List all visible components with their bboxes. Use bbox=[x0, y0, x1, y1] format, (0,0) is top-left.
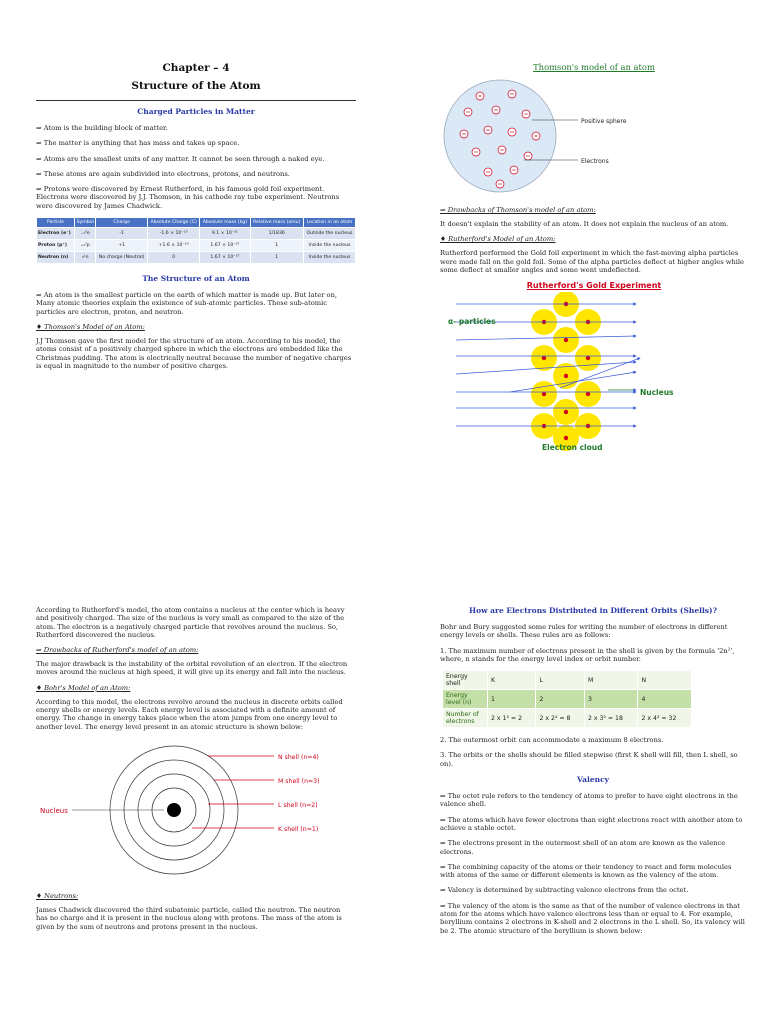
table-cell: L bbox=[536, 671, 584, 690]
nucleus-dot bbox=[542, 392, 546, 396]
table-cell: Inside the nucleus bbox=[303, 252, 355, 264]
nucleus-dot bbox=[586, 356, 590, 360]
table-cell: 1.67 × 10⁻²⁷ bbox=[200, 252, 250, 264]
paragraph: ⇒ An atom is the smallest particle on the earth of which matter is made up. But later on, Many atomic theories explain the existence of sub-atomic particles. These sub-atomic particles are electron, proton, and neutron. bbox=[36, 291, 338, 316]
nucleus-dot bbox=[586, 392, 590, 396]
nucleus-label: Nucleus bbox=[640, 388, 674, 398]
paragraph: 1. The maximum number of electrons present in the shell is given by the formula '2n²', where, n stands for the energy level index or orbit number. bbox=[440, 646, 735, 663]
table-cell: 9.1 × 10⁻³¹ bbox=[200, 228, 250, 240]
column-header: Charge bbox=[96, 218, 148, 228]
section-heading-valency: Valency bbox=[577, 775, 609, 785]
shell-label-l: L shell (n=2) bbox=[278, 801, 318, 809]
shell-label-k: K shell (n=1) bbox=[278, 825, 319, 833]
nucleus-dot bbox=[542, 356, 546, 360]
thomson-figure-title: Thomson's model of an atom bbox=[533, 62, 655, 72]
chapter-title: Structure of the Atom bbox=[131, 80, 261, 92]
table-row bbox=[37, 252, 356, 264]
paragraph: James Chadwick discovered the third subatomic particle, called the neutron. The neutron has no charge and it is present in the nucleus along with protons. The mass of the atom is given by the sum of neutrons and protons present in the nucleus. bbox=[36, 905, 342, 931]
neutrons-heading: ♦ Neutrons: bbox=[36, 891, 79, 900]
table-cell: 1 bbox=[250, 240, 303, 252]
table-cell: 2 bbox=[536, 690, 584, 709]
column-header: Location in an atom bbox=[303, 218, 355, 228]
nucleus-dot bbox=[564, 338, 568, 342]
alpha-particle-arrow bbox=[456, 336, 636, 340]
table-cell: 1 bbox=[488, 690, 536, 709]
bohr-shells-diagram bbox=[36, 738, 346, 888]
bohr-heading: ♦ Bohr's Model of an Atom: bbox=[36, 683, 131, 692]
thomson-heading: ♦ Thomson's Model of an Atom: bbox=[36, 322, 145, 331]
paragraph: ⇒ Atoms are the smallest units of any matter. It cannot be seen through a naked eye. bbox=[36, 154, 325, 163]
table-cell: M bbox=[584, 671, 638, 690]
electron-cloud-group bbox=[531, 292, 601, 451]
subatomic-particles-table bbox=[36, 217, 356, 264]
table-cell: -1 bbox=[96, 228, 148, 240]
table-cell: -1.6 × 10⁻¹⁹ bbox=[147, 228, 199, 240]
paragraph: It doesn't explain the stability of an atom. It does not explain the nucleus of an atom. bbox=[440, 220, 729, 228]
table-cell: 2 x 2² = 8 bbox=[536, 709, 584, 728]
paragraph: 3. The orbits or the shells should be filled stepwise (first K shell will fill, then L shell, so on). bbox=[440, 751, 738, 768]
gold-foil-experiment-diagram bbox=[440, 292, 748, 462]
paragraph: ⇒ The electrons present in the outermost shell of an atom are known as the valence electrons. bbox=[440, 839, 726, 856]
table-row bbox=[37, 228, 356, 240]
nucleus-label: Nucleus bbox=[40, 806, 68, 815]
column-header: Symbol bbox=[75, 218, 96, 228]
table-cell: K bbox=[488, 671, 536, 690]
column-header: Particle bbox=[37, 218, 75, 228]
table-cell: No charge (Neutral) bbox=[96, 252, 148, 264]
paragraph: ⇒ Valency is determined by subtracting valence electrons from the octet. bbox=[440, 886, 689, 895]
table-row bbox=[37, 240, 356, 252]
table-cell: 2 x 3² = 18 bbox=[584, 709, 638, 728]
electron-shells-table bbox=[442, 670, 692, 728]
table-cell: Proton (p⁺) bbox=[37, 240, 75, 252]
table-row bbox=[443, 690, 692, 709]
table-row bbox=[443, 671, 692, 690]
paragraph: ⇒ The octet rule refers to the tendency of atoms to prefer to have eight electrons in the valence shell. bbox=[440, 792, 738, 809]
nucleus-dot bbox=[564, 436, 568, 440]
paragraph: ⇒ The valency of the atom is the same as that of the number of valence electrons in that atom for the atoms which have valence electrons less than or equal to 4. For example, beryllium contains 2 electrons in K-shell and 2 electrons in the L shell. So, its valency will be 2. The atomic structure of the beryllium is shown below: bbox=[440, 901, 745, 935]
alpha-particles-label: α- particles bbox=[448, 317, 496, 327]
section-heading-structure: The Structure of an Atom bbox=[142, 274, 250, 284]
table-cell: Energy shell bbox=[443, 671, 488, 690]
electrons-label: Electrons bbox=[581, 158, 609, 165]
column-header: Absolute Charge (C) bbox=[147, 218, 199, 228]
column-header: Relative mass (amu) bbox=[250, 218, 303, 228]
paragraph: J.J Thomson gave the first model for the structure of an atom. According to his model, the atoms consist of a positively charged sphere in which the electrons are embedded like the Christmas pudding. The atom is electrically neutral because the number of negative charges is equal in magnitude to the number of positive charges. bbox=[36, 336, 352, 370]
gold-experiment-title: Rutherford's Gold Experiment bbox=[526, 281, 662, 291]
table-cell: 2 x 4² = 32 bbox=[638, 709, 692, 728]
rutherford-heading: ♦ Rutherford's Model of an Atom: bbox=[440, 235, 556, 244]
paragraph: ⇒ Atom is the building block of matter. bbox=[36, 124, 168, 132]
shell-label-m: M shell (n=3) bbox=[278, 777, 320, 785]
thomson-drawbacks-heading: ⇒ Drawbacks of Thomson's model of an atom: bbox=[440, 206, 596, 214]
column-header: Absolute mass (kg) bbox=[200, 218, 250, 228]
page-1 bbox=[0, 0, 384, 512]
paragraph: ⇒ The matter is anything that has mass and takes up space. bbox=[36, 139, 240, 148]
title-divider bbox=[36, 100, 356, 101]
table-cell: +1 bbox=[96, 240, 148, 252]
paragraph: According to this model, the electrons revolve around the nucleus in discrete orbits called energy shells or energy levels. Each energy level is associated with a definite amount of energy. The change in energy takes place when the atom jumps from one energy level to another level. The energy level present in an atomic structure is shown below: bbox=[36, 697, 343, 731]
table-cell: 0 bbox=[147, 252, 199, 264]
table-cell: 3 bbox=[584, 690, 638, 709]
page-3 bbox=[0, 512, 384, 1024]
chapter-number: Chapter – 4 bbox=[162, 62, 230, 74]
table-header-row bbox=[37, 218, 356, 228]
positive-sphere-label: Positive sphere bbox=[581, 118, 627, 125]
table-cell: Energy level (n) bbox=[443, 690, 488, 709]
table-cell: Neutron (n) bbox=[37, 252, 75, 264]
nucleus-dot bbox=[564, 374, 568, 378]
paragraph: Rutherford performed the Gold foil experiment in which the fast-moving alpha particles were made fall on the gold foil. Some of the alpha particles deflect at higher angles while some deflect at smaller angles and some went undeflected. bbox=[440, 249, 745, 274]
section-heading-charged-particles: Charged Particles in Matter bbox=[137, 107, 255, 116]
paragraph: ⇒ Protons were discovered by Ernest Rutherford, in his famous gold foil experiment. Electrons were discovered by J.J. Thomson, in his cathode ray tube experiment. Neutrons were discovered by James Chadwick. bbox=[36, 185, 340, 210]
table-cell: 1/1836 bbox=[250, 228, 303, 240]
nucleus-dot bbox=[167, 803, 181, 817]
table-cell: Electron (e⁻) bbox=[37, 228, 75, 240]
table-cell: 2 x 1² = 2 bbox=[488, 709, 536, 728]
paragraph: Bohr and Bury suggested some rules for writing the number of electrons in different energy levels or shells. These rules are as follows: bbox=[440, 623, 728, 640]
section-heading-shells: How are Electrons Distributed in Different Orbits (Shells)? bbox=[469, 606, 717, 615]
electron-cloud-label: Electron cloud bbox=[542, 443, 603, 453]
paragraph: The major drawback is the instability of the orbital revolution of an electron. If the electron moves around the nucleus at high speed, it will give up its energy and fall into the nucleus. bbox=[36, 660, 348, 677]
paragraph: 2. The outermost orbit can accommodate a maximum 8 electrons. bbox=[440, 736, 664, 745]
table-cell: N bbox=[638, 671, 692, 690]
table-cell: Outside the nucleus bbox=[303, 228, 355, 240]
table-cell: 1 bbox=[250, 252, 303, 264]
paragraph: ⇒ The combining capacity of the atoms or their tendency to react and form molecules with atoms of the same or different elements is known as the valency of the atom. bbox=[440, 862, 732, 880]
page-4 bbox=[384, 512, 768, 1024]
table-cell: ₀¹n bbox=[75, 252, 96, 264]
paragraph: ⇒ The atoms which have fewer electrons than eight electrons react with another atom to achieve a stable octet. bbox=[440, 815, 743, 832]
table-cell: ₋₁⁰e bbox=[75, 228, 96, 240]
paragraph: ⇒ These atoms are again subdivided into electrons, protons, and neutrons. bbox=[36, 169, 290, 178]
table-row bbox=[443, 709, 692, 728]
page-2 bbox=[384, 0, 768, 512]
table-cell: Number of electrons bbox=[443, 709, 488, 728]
thomson-model-diagram bbox=[440, 78, 748, 198]
table-cell: ₊₁¹p bbox=[75, 240, 96, 252]
table-cell: 4 bbox=[638, 690, 692, 709]
rutherford-drawbacks-heading: ⇒ Drawbacks of Rutherford's model of an atom: bbox=[36, 646, 199, 655]
nucleus-dot bbox=[564, 410, 568, 414]
table-cell: 1.67 × 10⁻²⁷ bbox=[200, 240, 250, 252]
table-cell: +1.6 × 10⁻¹⁹ bbox=[147, 240, 199, 252]
table-cell: Inside the nucleus bbox=[303, 240, 355, 252]
shell-label-n: N shell (n=4) bbox=[278, 753, 319, 761]
paragraph: According to Rutherford's model, the atom contains a nucleus at the center which is heavy and positively charged. The size of the nucleus is very small as compared to the size of the atom. The electron is a negatively charged particle that revolves around the nucleus. So, Rutherford discovered the nucleus. bbox=[36, 606, 345, 639]
